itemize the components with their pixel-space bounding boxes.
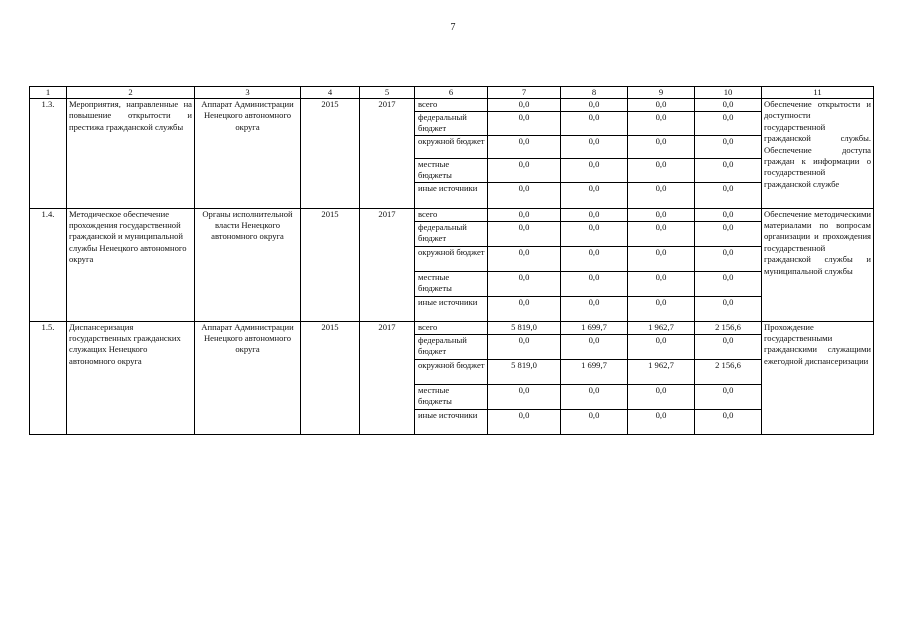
funding-source: местные бюджеты: [415, 384, 488, 409]
activity-name: Мероприятия, направленные на повышение открытости и престижа гражданской службы: [67, 99, 195, 209]
value-cell: 0,0: [628, 182, 695, 208]
value-cell: 0,0: [628, 271, 695, 296]
value-cell: 0,0: [695, 135, 762, 158]
column-header: 5: [360, 87, 415, 99]
value-cell: 0,0: [561, 221, 628, 246]
value-cell: 0,0: [695, 271, 762, 296]
expected-result: Прохождение государственными гражданскими служащими ежегодной диспансеризации: [762, 321, 874, 434]
value-cell: 0,0: [561, 409, 628, 434]
value-cell: 0,0: [695, 296, 762, 321]
program-activities-table: [29, 86, 874, 435]
end-year: 2017: [360, 321, 415, 434]
activity-number: 1.5.: [30, 321, 67, 434]
funding-source: федеральный бюджет: [415, 221, 488, 246]
value-cell: 1 962,7: [628, 359, 695, 384]
start-year: 2015: [301, 321, 360, 434]
activity-number: 1.4.: [30, 208, 67, 321]
value-cell: 0,0: [628, 208, 695, 221]
value-cell: 0,0: [695, 334, 762, 359]
funding-source: окружной бюджет: [415, 359, 488, 384]
value-cell: 0,0: [695, 208, 762, 221]
value-cell: 2 156,6: [695, 359, 762, 384]
column-header: 6: [415, 87, 488, 99]
value-cell: 0,0: [561, 182, 628, 208]
value-cell: 0,0: [488, 158, 561, 182]
value-cell: 0,0: [628, 158, 695, 182]
value-cell: 0,0: [695, 99, 762, 112]
end-year: 2017: [360, 208, 415, 321]
value-cell: 2 156,6: [695, 321, 762, 334]
value-cell: 0,0: [695, 182, 762, 208]
value-cell: 0,0: [488, 208, 561, 221]
page-number: 7: [450, 22, 456, 33]
column-header: 7: [488, 87, 561, 99]
funding-source: иные источники: [415, 409, 488, 434]
column-header: 1: [30, 87, 67, 99]
value-cell: 0,0: [561, 246, 628, 271]
executor: Аппарат Администрации Ненецкого автономного округа: [195, 99, 301, 209]
value-cell: 0,0: [695, 158, 762, 182]
value-cell: 0,0: [488, 112, 561, 136]
value-cell: 1 699,7: [561, 359, 628, 384]
funding-source: всего: [415, 208, 488, 221]
column-header: 2: [67, 87, 195, 99]
value-cell: 0,0: [488, 182, 561, 208]
funding-source: окружной бюджет: [415, 135, 488, 158]
funding-source: федеральный бюджет: [415, 112, 488, 136]
funding-source: всего: [415, 321, 488, 334]
value-cell: 0,0: [561, 384, 628, 409]
value-cell: 0,0: [488, 221, 561, 246]
value-cell: 1 962,7: [628, 321, 695, 334]
value-cell: 0,0: [561, 112, 628, 136]
column-header: 10: [695, 87, 762, 99]
expected-result: Обеспечение методическими материалами по вопросам организации и прохождения государственной гражданской службы и муниципальной службы: [762, 208, 874, 321]
value-cell: 1 699,7: [561, 321, 628, 334]
value-cell: 0,0: [628, 409, 695, 434]
value-cell: 0,0: [488, 334, 561, 359]
start-year: 2015: [301, 99, 360, 209]
funding-source: иные источники: [415, 296, 488, 321]
value-cell: 0,0: [561, 208, 628, 221]
table-row: [30, 208, 874, 221]
funding-source: местные бюджеты: [415, 158, 488, 182]
table-row: [30, 99, 874, 112]
value-cell: 0,0: [488, 135, 561, 158]
value-cell: 0,0: [488, 246, 561, 271]
column-header: 11: [762, 87, 874, 99]
value-cell: 0,0: [488, 409, 561, 434]
value-cell: 0,0: [488, 271, 561, 296]
value-cell: 0,0: [628, 334, 695, 359]
executor: Органы исполнительной власти Ненецкого автономного округа: [195, 208, 301, 321]
value-cell: 0,0: [695, 112, 762, 136]
value-cell: 0,0: [561, 99, 628, 112]
value-cell: 0,0: [561, 135, 628, 158]
activity-name: Методическое обеспечение прохождения государственной гражданской и муниципальной службы Ненецкого автономного округа: [67, 208, 195, 321]
value-cell: 0,0: [561, 296, 628, 321]
value-cell: 0,0: [628, 99, 695, 112]
column-header: 4: [301, 87, 360, 99]
header-row: [30, 87, 874, 99]
value-cell: 0,0: [561, 271, 628, 296]
value-cell: 0,0: [561, 334, 628, 359]
value-cell: 0,0: [488, 296, 561, 321]
value-cell: 0,0: [628, 221, 695, 246]
value-cell: 0,0: [628, 112, 695, 136]
value-cell: 5 819,0: [488, 359, 561, 384]
funding-source: окружной бюджет: [415, 246, 488, 271]
value-cell: 0,0: [488, 384, 561, 409]
start-year: 2015: [301, 208, 360, 321]
funding-source: местные бюджеты: [415, 271, 488, 296]
value-cell: 0,0: [695, 246, 762, 271]
executor: Аппарат Администрации Ненецкого автономного округа: [195, 321, 301, 434]
value-cell: 0,0: [628, 246, 695, 271]
value-cell: 0,0: [695, 221, 762, 246]
value-cell: 0,0: [628, 384, 695, 409]
end-year: 2017: [360, 99, 415, 209]
expected-result: Обеспечение открытости и доступности государственной гражданской службы. Обеспечение доступа граждан к информации о государственной гражданской службе: [762, 99, 874, 209]
funding-source: всего: [415, 99, 488, 112]
table-row: [30, 321, 874, 334]
value-cell: 0,0: [695, 409, 762, 434]
value-cell: 0,0: [628, 135, 695, 158]
value-cell: 5 819,0: [488, 321, 561, 334]
funding-source: иные источники: [415, 182, 488, 208]
column-header: 3: [195, 87, 301, 99]
value-cell: 0,0: [628, 296, 695, 321]
activity-name: Диспансеризация государственных гражданских служащих Ненецкого автономного округа: [67, 321, 195, 434]
value-cell: 0,0: [695, 384, 762, 409]
column-header: 8: [561, 87, 628, 99]
funding-source: федеральный бюджет: [415, 334, 488, 359]
column-header: 9: [628, 87, 695, 99]
value-cell: 0,0: [488, 99, 561, 112]
activity-number: 1.3.: [30, 99, 67, 209]
value-cell: 0,0: [561, 158, 628, 182]
